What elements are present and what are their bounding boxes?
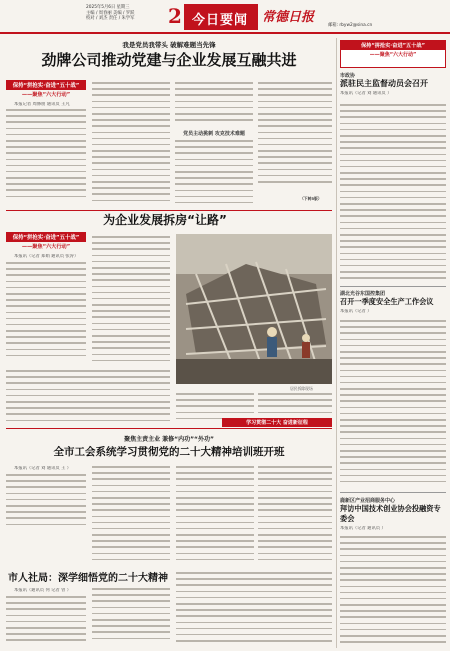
demolition-photo bbox=[176, 234, 332, 384]
tag-primary: 保持“拼抢实·奋进”五十战” bbox=[6, 80, 86, 90]
demolition-photo-art bbox=[176, 234, 332, 384]
divider-2 bbox=[6, 428, 332, 429]
right-item-1-text bbox=[340, 104, 446, 284]
right-tag-primary: 保持“拼抢实·奋进”五十战” bbox=[341, 41, 445, 50]
right-item-1-headline: 派驻民主监督动员会召开 bbox=[340, 79, 428, 88]
article-1-kicker: 我是党员我带头 破解难题当先锋 bbox=[122, 41, 216, 49]
tag-primary: 保持“拼抢实·奋进”五十战” bbox=[6, 232, 86, 242]
article-2-col2-text bbox=[92, 236, 170, 368]
article-1-subhead: 党员主动挑刺 攻克技术难题 bbox=[183, 131, 245, 137]
article-2-bottom-text bbox=[6, 370, 170, 426]
article-1-col4-text bbox=[258, 82, 332, 192]
photo-caption: 居民拆除现场 bbox=[290, 386, 313, 391]
study-banner: 学习贯彻二十大 奋进新征程 bbox=[222, 418, 332, 427]
article-3-col2-text bbox=[92, 466, 170, 566]
column-divider bbox=[336, 38, 337, 648]
article-1-headline: 劲牌公司推动党建与企业发展互融共进 bbox=[41, 51, 297, 69]
divider-1 bbox=[6, 210, 332, 211]
article-1-col3b-text bbox=[175, 140, 253, 206]
right-item-2-text bbox=[340, 320, 446, 490]
page-number: 2 bbox=[168, 4, 182, 28]
right-item-3-byline: 本报讯（记者 通讯员 ） bbox=[340, 526, 386, 531]
article-4-headline: 市人社局：深学细悟党的二十大精神 bbox=[8, 573, 168, 584]
article-4-col2-text bbox=[92, 588, 170, 648]
article-1-byline: 本报记者 周修朋 通讯员 王凡 bbox=[14, 102, 70, 107]
article-3-headline: 全市工会系统学习贯彻党的二十大精神培训班开班 bbox=[53, 446, 285, 458]
right-divider-2 bbox=[340, 492, 446, 493]
header-date: 2025年5月6日 星期三 bbox=[86, 5, 130, 10]
article-2-tag bbox=[6, 232, 86, 250]
article-3 bbox=[6, 434, 332, 460]
right-item-3 bbox=[340, 497, 446, 533]
article-3-col1-text bbox=[6, 474, 86, 534]
right-item-3-headline: 拜访中国技术创业协会投融资专委会 bbox=[340, 504, 441, 523]
right-item-3-org: 鹿新区产业招商服务中心 bbox=[340, 498, 396, 504]
newspaper-logo: 常德日报 bbox=[262, 10, 315, 25]
article-1-tag bbox=[6, 80, 86, 98]
right-tag-secondary: ——聚焦“六大行动” bbox=[369, 52, 417, 58]
header-editor: 主编 / 周春丽 美编 / 罗跃 bbox=[86, 10, 135, 16]
right-item-2-headline: 召开一季度安全生产工作会议 bbox=[340, 297, 434, 306]
article-3-kicker: 聚焦主责主业 兼修“内功”“外功” bbox=[124, 436, 214, 443]
right-item-2-org: 湖北光谷东国控集团 bbox=[340, 291, 386, 297]
article-1-continued: （下转5版） bbox=[300, 196, 322, 201]
article-3-col4-text bbox=[258, 466, 332, 566]
right-divider-1 bbox=[340, 286, 446, 287]
article-1-col1-text bbox=[6, 109, 86, 207]
right-item-3-text bbox=[340, 536, 446, 648]
article-4-right-text bbox=[176, 572, 332, 648]
header-email: 邮箱: rbyw2@sina.cn bbox=[328, 23, 373, 28]
article-1-col3-text bbox=[175, 82, 253, 126]
article-3-col3-text bbox=[176, 466, 254, 566]
tag-secondary: ——聚焦“六大行动” bbox=[21, 244, 71, 250]
article-2-headline: 为企业发展拆房“让路” bbox=[103, 213, 227, 227]
article-1 bbox=[6, 40, 332, 70]
article-4-byline: 本报讯（通讯员 何 记者 曾 ） bbox=[14, 588, 72, 593]
header-proof: 校对 / 刘杰 责任 / 朱学军 bbox=[86, 16, 135, 22]
article-2-byline: 本报讯（记者 郑娟 通讯员 张涛） bbox=[14, 254, 79, 259]
right-item-1-byline: 本报讯（记者 刘 通讯员 ） bbox=[340, 91, 392, 96]
right-item-2-byline: 本报讯（记者 ） bbox=[340, 309, 372, 314]
page-header bbox=[0, 0, 450, 34]
right-item-1-org: 市政协 bbox=[340, 73, 356, 79]
article-3-byline: 本报讯（记者 刘 通讯员 王 ） bbox=[14, 466, 72, 471]
article-4-col1-text bbox=[6, 596, 86, 648]
tag-secondary: ——聚焦“六大行动” bbox=[21, 92, 71, 98]
article-1-col2-text bbox=[92, 82, 170, 206]
section-band bbox=[184, 4, 258, 30]
right-item-2 bbox=[340, 290, 446, 316]
right-tag bbox=[340, 40, 446, 68]
right-item-1 bbox=[340, 72, 446, 98]
section-title: 今日要闻 bbox=[192, 13, 249, 28]
header-meta bbox=[86, 5, 134, 22]
article-2-col1-text bbox=[6, 262, 86, 364]
